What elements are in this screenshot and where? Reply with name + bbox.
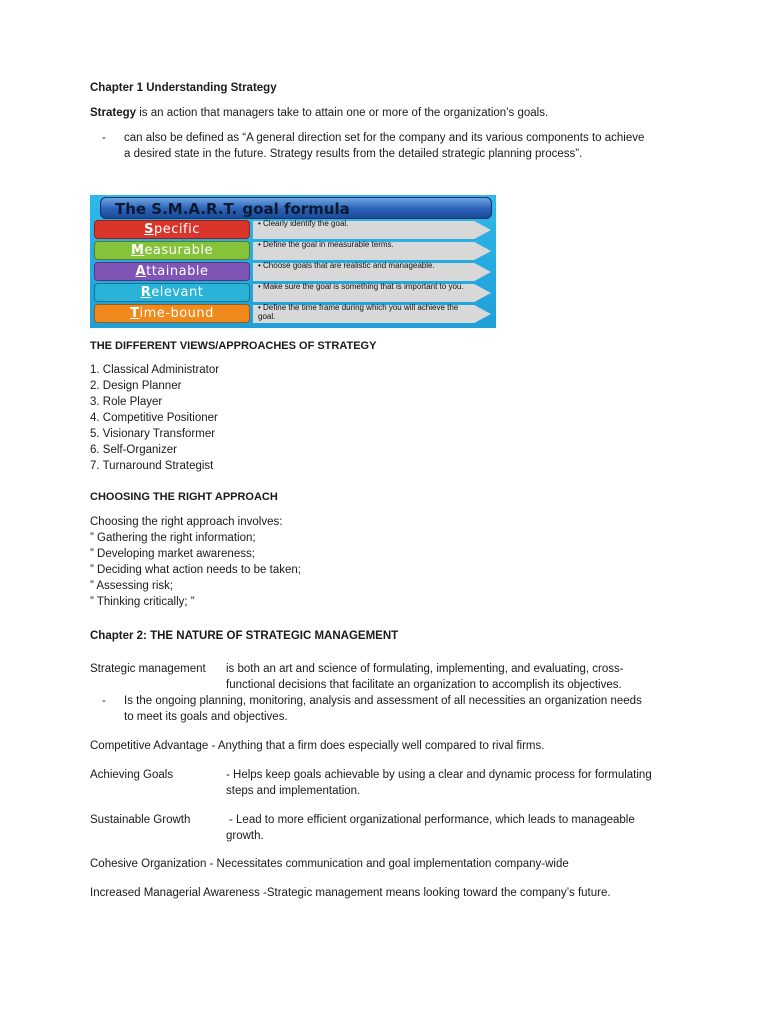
sustainable-growth-line2: growth. <box>226 830 264 842</box>
smart-label <box>94 283 250 302</box>
sm-term: Strategic management <box>90 663 206 675</box>
smart-label-initial: A <box>135 264 147 279</box>
smart-label <box>94 220 250 239</box>
approach-list-item: ” Developing market awareness; <box>90 548 255 560</box>
smart-row <box>94 304 494 323</box>
smart-row <box>94 262 494 281</box>
smart-label <box>94 262 250 281</box>
smart-description: • Make sure the goal is something that is important to you. <box>258 283 464 291</box>
views-list-item: 5. Visionary Transformer <box>90 428 216 440</box>
increased-awareness: Increased Managerial Awareness -Strategic management means looking toward the company’s future. <box>90 887 611 899</box>
sustainable-growth-line1: - Lead to more efficient organizational performance, which leads to manageable <box>229 814 635 826</box>
smart-description: • Choose goals that are realistic and manageable. <box>258 262 435 270</box>
strategy-definition-text: is an action that managers take to attain one or more of the organization’s goals. <box>136 107 549 119</box>
views-list-item: 1. Classical Administrator <box>90 364 220 376</box>
achieving-goals-line1: - Helps keep goals achievable by using a clear and dynamic process for formulating <box>226 769 652 781</box>
views-heading: THE DIFFERENT VIEWS/APPROACHES OF STRATEGY <box>90 340 377 352</box>
achieving-goals-term: Achieving Goals <box>90 769 174 781</box>
views-list-item: 2. Design Planner <box>90 380 182 392</box>
views-list-item: 3. Role Player <box>90 396 163 408</box>
bullet-dash: - <box>102 132 106 144</box>
smart-label <box>94 304 250 323</box>
smart-description: • Clearly identify the goal. <box>258 220 349 228</box>
smart-label-rest: ttainable <box>146 264 209 279</box>
smart-graphic-title: The S.M.A.R.T. goal formula <box>100 197 492 219</box>
smart-label-initial: R <box>140 285 152 300</box>
smart-goal-graphic <box>90 195 496 328</box>
views-list-item: 7. Turnaround Strategist <box>90 460 214 472</box>
strategy-alt-definition-line2: a desired state in the future. Strategy results from the detailed strategic planning process”. <box>124 148 583 160</box>
strategy-term: Strategy <box>90 107 137 119</box>
sm-bullet-line1: Is the ongoing planning, monitoring, analysis and assessment of all necessities an organization needs <box>124 695 642 707</box>
smart-row <box>94 241 494 260</box>
smart-row <box>94 220 494 239</box>
sm-definition-line2: functional decisions that facilitate an organization to accomplish its objectives. <box>226 679 622 691</box>
views-list-item: 6. Self-Organizer <box>90 444 177 456</box>
sm-bullet-line2: to meet its goals and objectives. <box>124 711 288 723</box>
achieving-goals-line2: steps and implementation. <box>226 785 361 797</box>
smart-label-rest: easurable <box>144 243 214 258</box>
strategy-definition <box>90 105 548 121</box>
smart-label-rest: ime-bound <box>139 306 214 321</box>
sm-definition-line1: is both an art and science of formulating, implementing, and evaluating, cross- <box>226 663 624 675</box>
sustainable-growth-term: Sustainable Growth <box>90 814 191 826</box>
strategy-alt-definition-line1: can also be defined as “A general direction set for the company and its various components to achieve <box>124 132 645 144</box>
smart-row <box>94 283 494 302</box>
approach-intro: Choosing the right approach involves: <box>90 516 283 528</box>
smart-label-initial: M <box>130 243 145 258</box>
approach-list-item: ” Thinking critically; ” <box>90 596 195 608</box>
smart-description: • Define the goal in measurable terms. <box>258 241 394 249</box>
smart-label-rest: pecific <box>154 222 200 237</box>
views-list-item: 4. Competitive Positioner <box>90 412 218 424</box>
approach-list-item: ” Deciding what action needs to be taken; <box>90 564 301 576</box>
approach-list-item: ” Assessing risk; <box>90 580 174 592</box>
smart-label <box>94 241 250 260</box>
smart-label-initial: T <box>130 306 140 321</box>
approach-list-item: ” Gathering the right information; <box>90 532 256 544</box>
approach-heading: CHOOSING THE RIGHT APPROACH <box>90 491 278 503</box>
cohesive-organization: Cohesive Organization - Necessitates communication and goal implementation company-wide <box>90 858 569 870</box>
smart-label-initial: S <box>144 222 154 237</box>
smart-label-rest: elevant <box>151 285 204 300</box>
competitive-advantage: Competitive Advantage - Anything that a firm does especially well compared to rival firms. <box>90 740 545 752</box>
smart-description: • Define the time frame during which you will achieve the goal. <box>258 304 459 321</box>
chapter1-title: Chapter 1 Understanding Strategy <box>90 82 277 94</box>
chapter2-title: Chapter 2: THE NATURE OF STRATEGIC MANAGEMENT <box>90 630 399 642</box>
bullet-dash: - <box>102 695 106 707</box>
